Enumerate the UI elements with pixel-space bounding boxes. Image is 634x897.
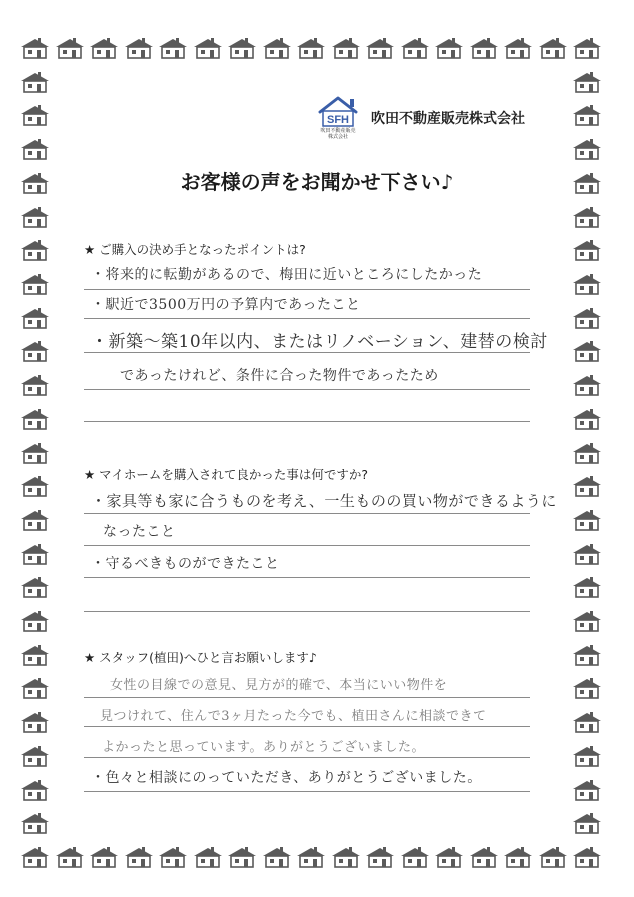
house-icon xyxy=(572,442,602,464)
handwritten-answer: ・色々と相談にのっていただき、ありがとうございました。 xyxy=(91,770,482,786)
house-icon xyxy=(193,846,223,868)
house-icon xyxy=(124,846,154,868)
house-icon xyxy=(469,37,499,59)
answer-line xyxy=(84,545,530,546)
house-icon xyxy=(124,37,154,59)
house-icon xyxy=(20,509,50,531)
house-icon xyxy=(20,543,50,565)
house-icon xyxy=(572,576,602,598)
house-icon xyxy=(572,644,602,666)
house-icon xyxy=(434,37,464,59)
house-icon xyxy=(20,138,50,160)
house-icon xyxy=(572,307,602,329)
house-icon xyxy=(572,846,602,868)
house-icon xyxy=(20,644,50,666)
house-icon xyxy=(20,576,50,598)
house-icon xyxy=(20,846,50,868)
handwritten-answer: ・駅近で3500万円の予算内であったこと xyxy=(91,297,361,313)
logo-line1: 吹田不動産販売 xyxy=(320,128,356,134)
house-icon xyxy=(572,408,602,430)
handwritten-answer: ・家具等も家に合うものを考え、一生ものの買い物ができるように xyxy=(91,492,557,510)
house-icon xyxy=(434,846,464,868)
house-icon xyxy=(572,340,602,362)
house-icon xyxy=(193,37,223,59)
house-icon xyxy=(20,677,50,699)
logo-initials: SFH xyxy=(327,114,349,126)
house-icon xyxy=(538,846,568,868)
house-icon xyxy=(572,475,602,497)
handwritten-answer: ・守るべきものができたこと xyxy=(91,556,280,572)
answer-line xyxy=(84,726,530,727)
house-icon xyxy=(400,37,430,59)
house-icon xyxy=(20,71,50,93)
answer-line xyxy=(84,318,530,319)
handwritten-answer: 見つけれて、住んで3ヶ月たった今でも、植田さんに相談できて xyxy=(100,709,487,724)
house-icon xyxy=(365,846,395,868)
handwritten-answer: ・新築〜築10年以内、またはリノベーション、建替の検討 xyxy=(91,332,548,352)
answer-line xyxy=(84,421,530,422)
house-icon xyxy=(20,239,50,261)
house-icon xyxy=(262,37,292,59)
answer-line xyxy=(84,791,530,792)
house-icon xyxy=(572,812,602,834)
page-title: お客様の声をお聞かせ下さい♪ xyxy=(180,170,454,194)
handwritten-answer: であったけれど、条件に合った物件であったため xyxy=(120,368,439,384)
house-icon xyxy=(296,37,326,59)
house-icon xyxy=(572,509,602,531)
company-name: 吹田不動産販売株式会社 xyxy=(371,111,525,127)
house-icon xyxy=(572,37,602,59)
handwritten-answer: よかったと思っています。ありがとうございました。 xyxy=(102,740,425,755)
house-icon xyxy=(20,104,50,126)
house-icon xyxy=(572,138,602,160)
house-icon xyxy=(227,846,257,868)
handwritten-answer: 女性の目線での意見、見方が的確で、本当にいい物件を xyxy=(110,678,448,693)
house-icon xyxy=(331,846,361,868)
house-icon xyxy=(503,37,533,59)
house-icon xyxy=(572,374,602,396)
house-icon xyxy=(20,408,50,430)
answer-line xyxy=(84,757,530,758)
house-icon xyxy=(572,711,602,733)
house-icon xyxy=(20,37,50,59)
handwritten-answer: ・将来的に転勤があるので、梅田に近いところにしたかった xyxy=(91,267,483,283)
house-icon xyxy=(262,846,292,868)
house-icon xyxy=(20,273,50,295)
handwritten-answer: なったこと xyxy=(103,524,176,540)
house-icon xyxy=(400,846,430,868)
house-icon xyxy=(55,846,85,868)
house-icon xyxy=(572,273,602,295)
house-icon xyxy=(89,37,119,59)
house-icon xyxy=(158,37,188,59)
question-purchase-reason: ★ ご購入の決め手となったポイントは? xyxy=(84,242,306,257)
house-icon xyxy=(20,779,50,801)
house-icon xyxy=(89,846,119,868)
answer-line xyxy=(84,289,530,290)
house-icon xyxy=(538,37,568,59)
answer-line xyxy=(84,389,530,390)
house-icon xyxy=(572,543,602,565)
house-icon xyxy=(503,846,533,868)
house-icon xyxy=(20,711,50,733)
house-icon xyxy=(227,37,257,59)
answer-line xyxy=(84,577,530,578)
house-icon xyxy=(20,307,50,329)
house-icon xyxy=(572,677,602,699)
house-icon xyxy=(20,442,50,464)
house-icon xyxy=(20,206,50,228)
house-icon xyxy=(572,206,602,228)
logo-line2: 株式会社 xyxy=(327,134,349,139)
house-icon xyxy=(572,610,602,632)
house-icon xyxy=(20,745,50,767)
house-icon xyxy=(20,610,50,632)
house-icon xyxy=(469,846,499,868)
house-icon xyxy=(158,846,188,868)
answer-line xyxy=(84,697,530,698)
house-icon xyxy=(365,37,395,59)
house-icon xyxy=(331,37,361,59)
question-staff-message: ★ スタッフ(植田)へひと言お願いします♪ xyxy=(84,650,317,665)
question-good-points: ★ マイホームを購入されて良かった事は何ですか? xyxy=(84,467,369,482)
answer-line xyxy=(84,352,530,353)
house-icon xyxy=(572,104,602,126)
house-icon xyxy=(55,37,85,59)
house-icon xyxy=(20,374,50,396)
answer-line xyxy=(84,513,530,514)
house-icon xyxy=(20,812,50,834)
house-icon xyxy=(572,239,602,261)
house-icon xyxy=(296,846,326,868)
house-icon xyxy=(572,71,602,93)
house-icon xyxy=(20,475,50,497)
house-icon xyxy=(572,779,602,801)
house-icon xyxy=(572,745,602,767)
answer-line xyxy=(84,611,530,612)
sfh-logo xyxy=(313,91,363,139)
house-icon xyxy=(20,340,50,362)
